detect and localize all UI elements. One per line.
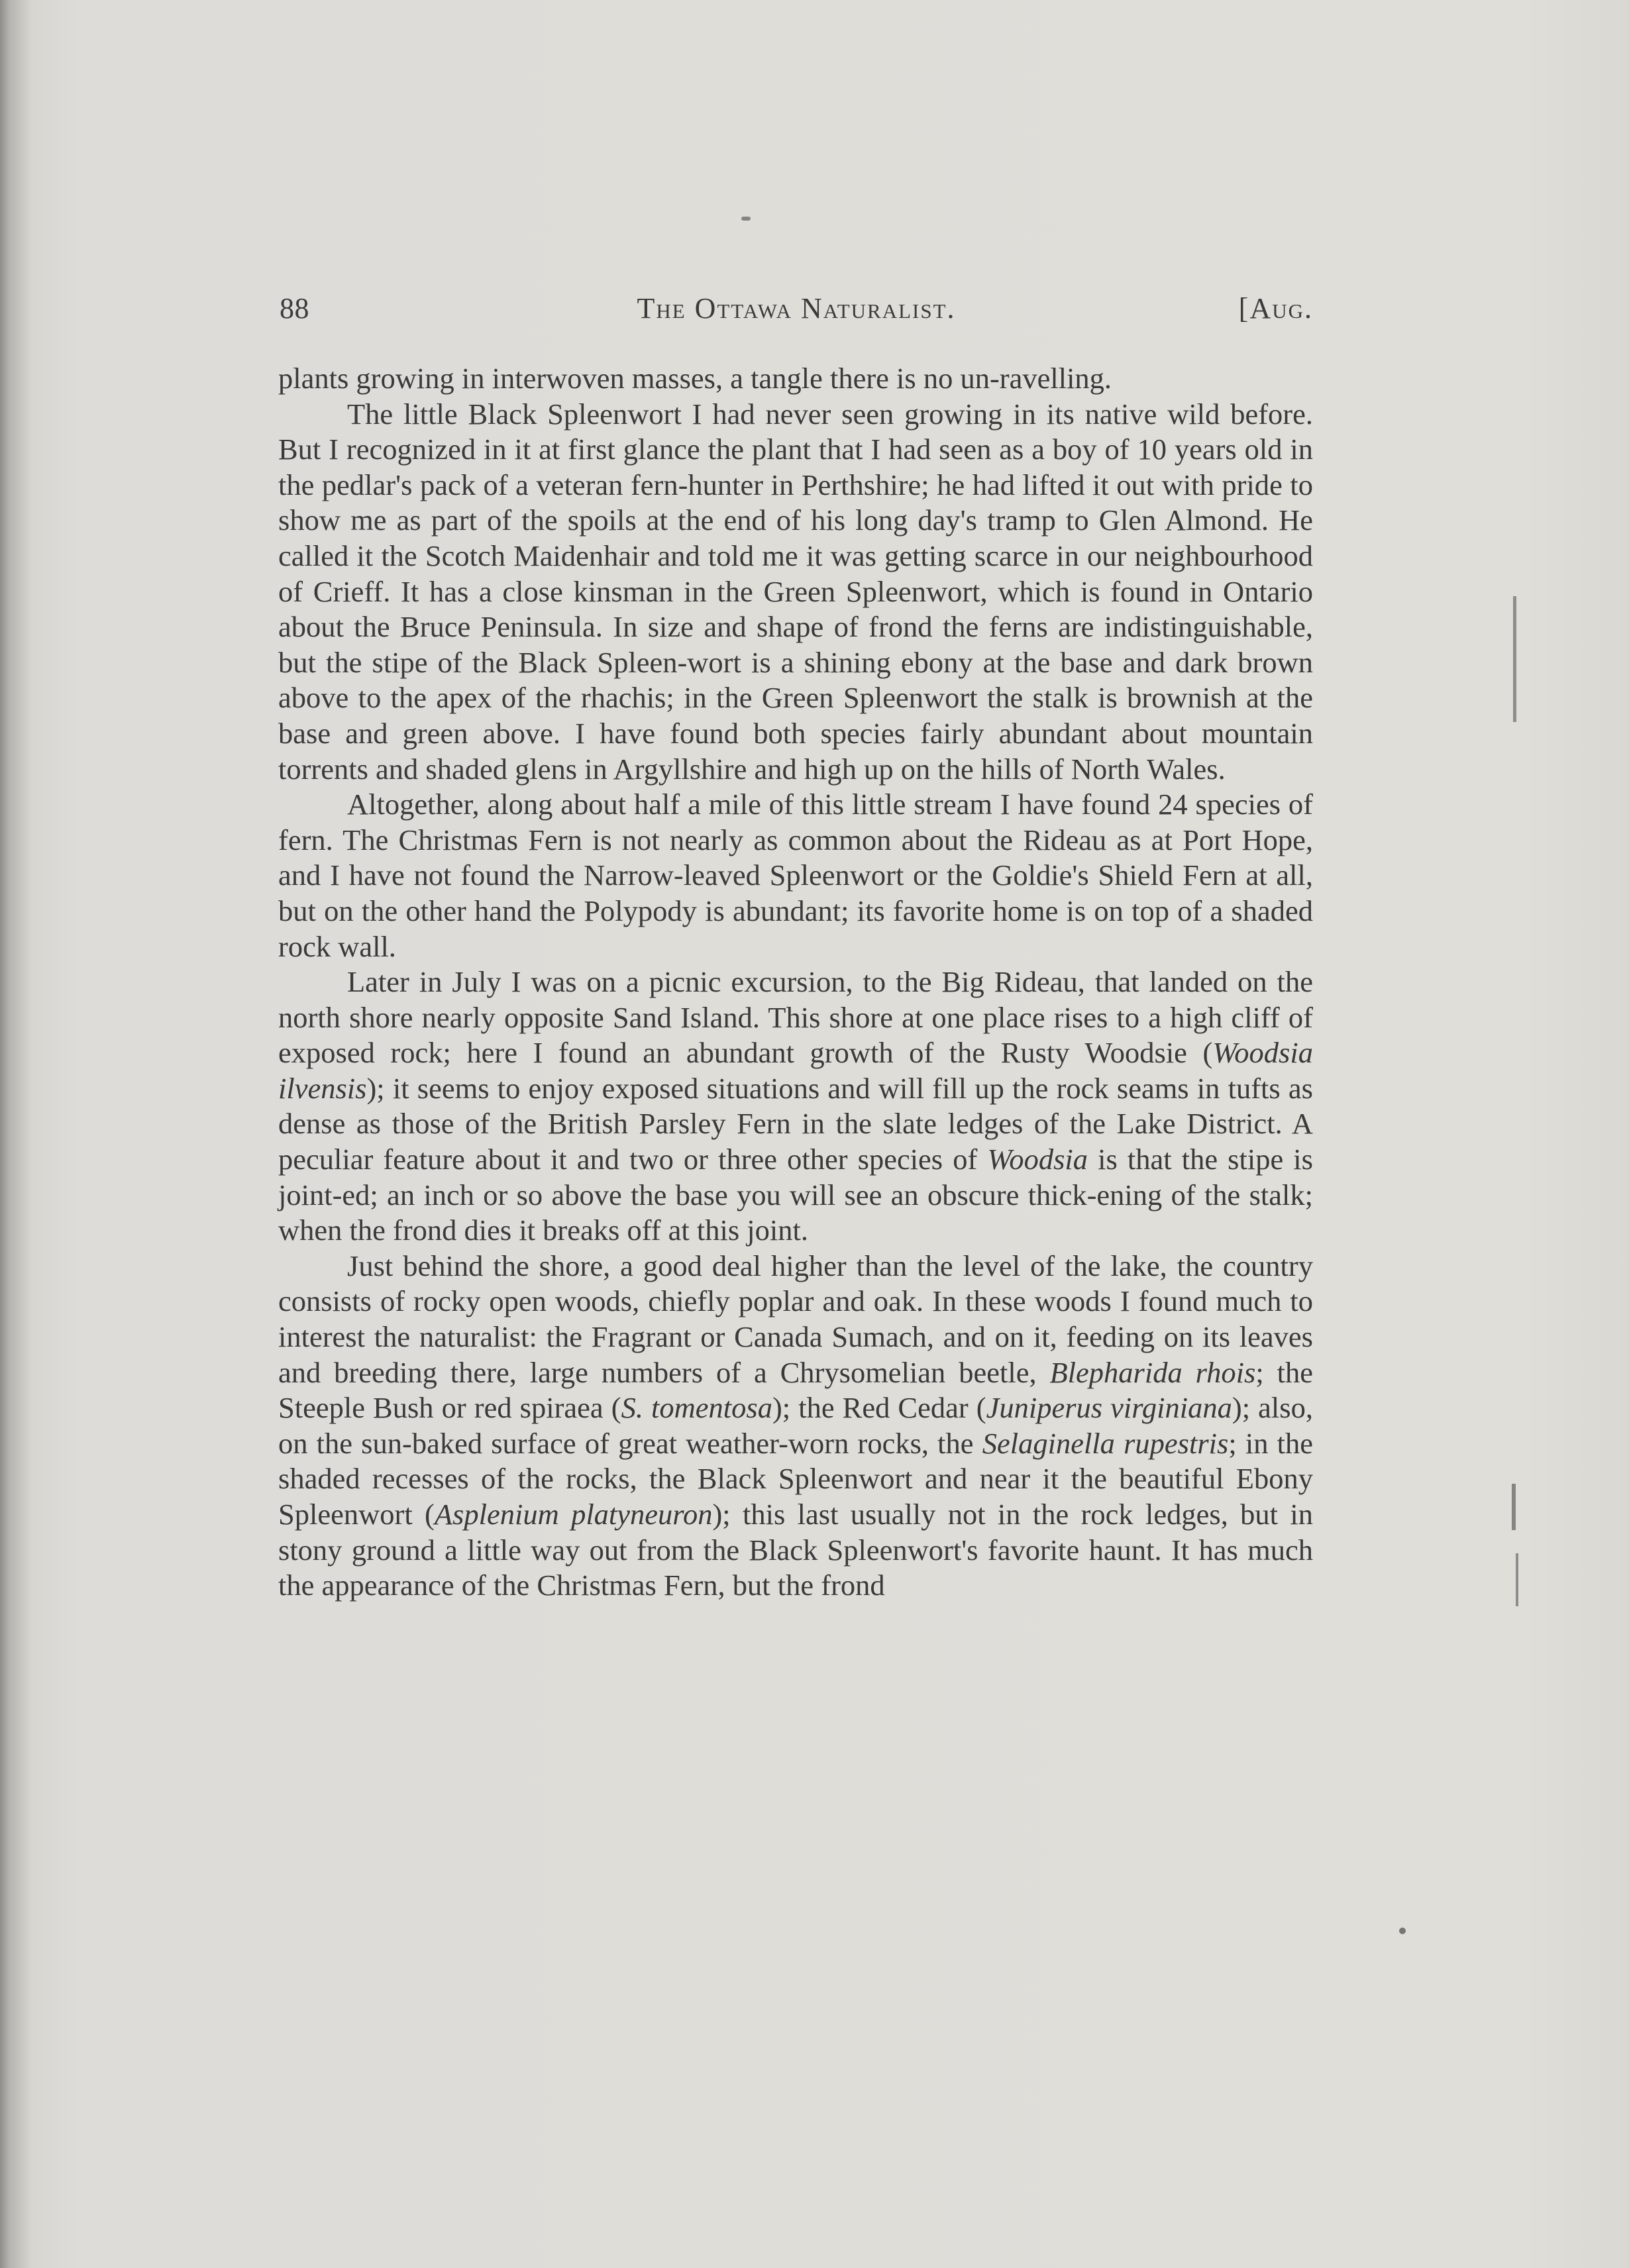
italic-term: Blepharida rhois — [1049, 1355, 1256, 1389]
margin-mark — [1513, 596, 1516, 722]
paragraph-p3 — [278, 787, 1313, 964]
italic-term: Asplenium platyneuron — [434, 1498, 713, 1531]
italic-term: Woodsia — [987, 1143, 1088, 1176]
running-header — [280, 291, 1313, 338]
margin-mark — [1516, 1553, 1518, 1606]
paragraph-p2 — [278, 397, 1313, 788]
text-run: The little Black Spleenwort I had never seen growing in its native wild before. But I recognized in it at first glance the plant that I had seen as a boy of 10 years old in the pedlar's pack of a veteran fern-hunter in Perthshire; he had lifted it out with pride to show me as part of the spoils at the end of his long day's tramp to Glen Almond. He called it the Scotch Maidenhair and told me it was getting scarce in our neighbourhood of Crieff. It has a close kinsman in the Green Spleenwort, which is found in Ontario about the Bruce Peninsula. In size and shape of frond the ferns are indistinguishable, but the stipe of the Black Spleen-wort is a shining ebony at the base and dark brown above to the apex of the rhachis; in the Green Spleenwort the stalk is brownish at the base and green above. I have found both species fairly abundant about mountain torrents and shaded glens in Argyllshire and high up on the hills of North Wales. — [278, 397, 1313, 786]
article-body — [278, 361, 1313, 1604]
paragraph-p4 — [278, 964, 1313, 1249]
page-number: 88 — [280, 292, 309, 325]
text-run: ); also, on the sun-baked surface of great weather-worn rocks, the — [278, 1391, 1313, 1460]
italic-term: Selaginella rupestris — [982, 1426, 1229, 1460]
paragraph-p5 — [278, 1249, 1313, 1604]
text-run: ; the Steeple Bush or red spiraea ( — [278, 1355, 1313, 1425]
text-run: Later in July I was on a picnic excursion, to the Big Rideau, that landed on the north shore nearly opposite Sand Island. This shore at one place rises to a high cliff of exposed rock; here I found an abundant growth of the Rusty Woodsie ( — [278, 965, 1313, 1070]
book-page — [15, 0, 1629, 2268]
margin-dot — [1399, 1928, 1406, 1934]
paragraph-p1 — [278, 361, 1313, 397]
italic-term: Woodsia ilvensis — [278, 1036, 1313, 1105]
italic-term: Juniperus virginiana — [986, 1391, 1232, 1425]
text-run: is that the stipe is joint-ed; an inch or so above the base you will see an obscure thick-ening of the stalk; when the frond dies it breaks off at this joint. — [278, 1143, 1313, 1247]
text-run: ); the Red Cedar ( — [772, 1391, 986, 1425]
journal-title: The Ottawa Naturalist. — [637, 292, 956, 325]
text-run: ); it seems to enjoy exposed situations and will fill up the rock seams in tufts as dense as those of the British Parsley Fern in the slate ledges of the Lake District. A peculiar feature about it and two or three other species of — [278, 1071, 1313, 1176]
text-run: Just behind the shore, a good deal higher than the level of the lake, the country consists of rocky open woods, chiefly poplar and oak. In these woods I found much to interest the naturalist: the Fragrant or Canada Sumach, and on it, feeding on its leaves and breeding there, large numbers of a Chrysomelian beetle, — [278, 1249, 1313, 1389]
text-run: plants growing in interwoven masses, a tangle there is no un-ravelling. — [278, 362, 1112, 395]
margin-mark — [1512, 1484, 1516, 1530]
text-run: ); this last usually not in the rock ledges, but in stony ground a little way out from the Black Spleenwort's favorite haunt. It has much the appearance of the Christmas Fern, but the frond — [278, 1498, 1313, 1602]
italic-term: S. tomentosa — [621, 1391, 772, 1425]
text-run: Altogether, along about half a mile of this little stream I have found 24 species of fern. The Christmas Fern is not nearly as common about the Rideau as at Port Hope, and I have not found the Narrow-leaved Spleenwort or the Goldie's Shield Fern at all, but on the other hand the Polypody is abundant; its favorite home is on top of a shaded rock wall. — [278, 788, 1313, 963]
text-run: ; in the shaded recesses of the rocks, the Black Spleenwort and near it the beautiful Ebony Spleenwort ( — [278, 1426, 1313, 1531]
margin-dot — [741, 217, 751, 221]
issue-label: [Aug. — [1238, 292, 1313, 325]
